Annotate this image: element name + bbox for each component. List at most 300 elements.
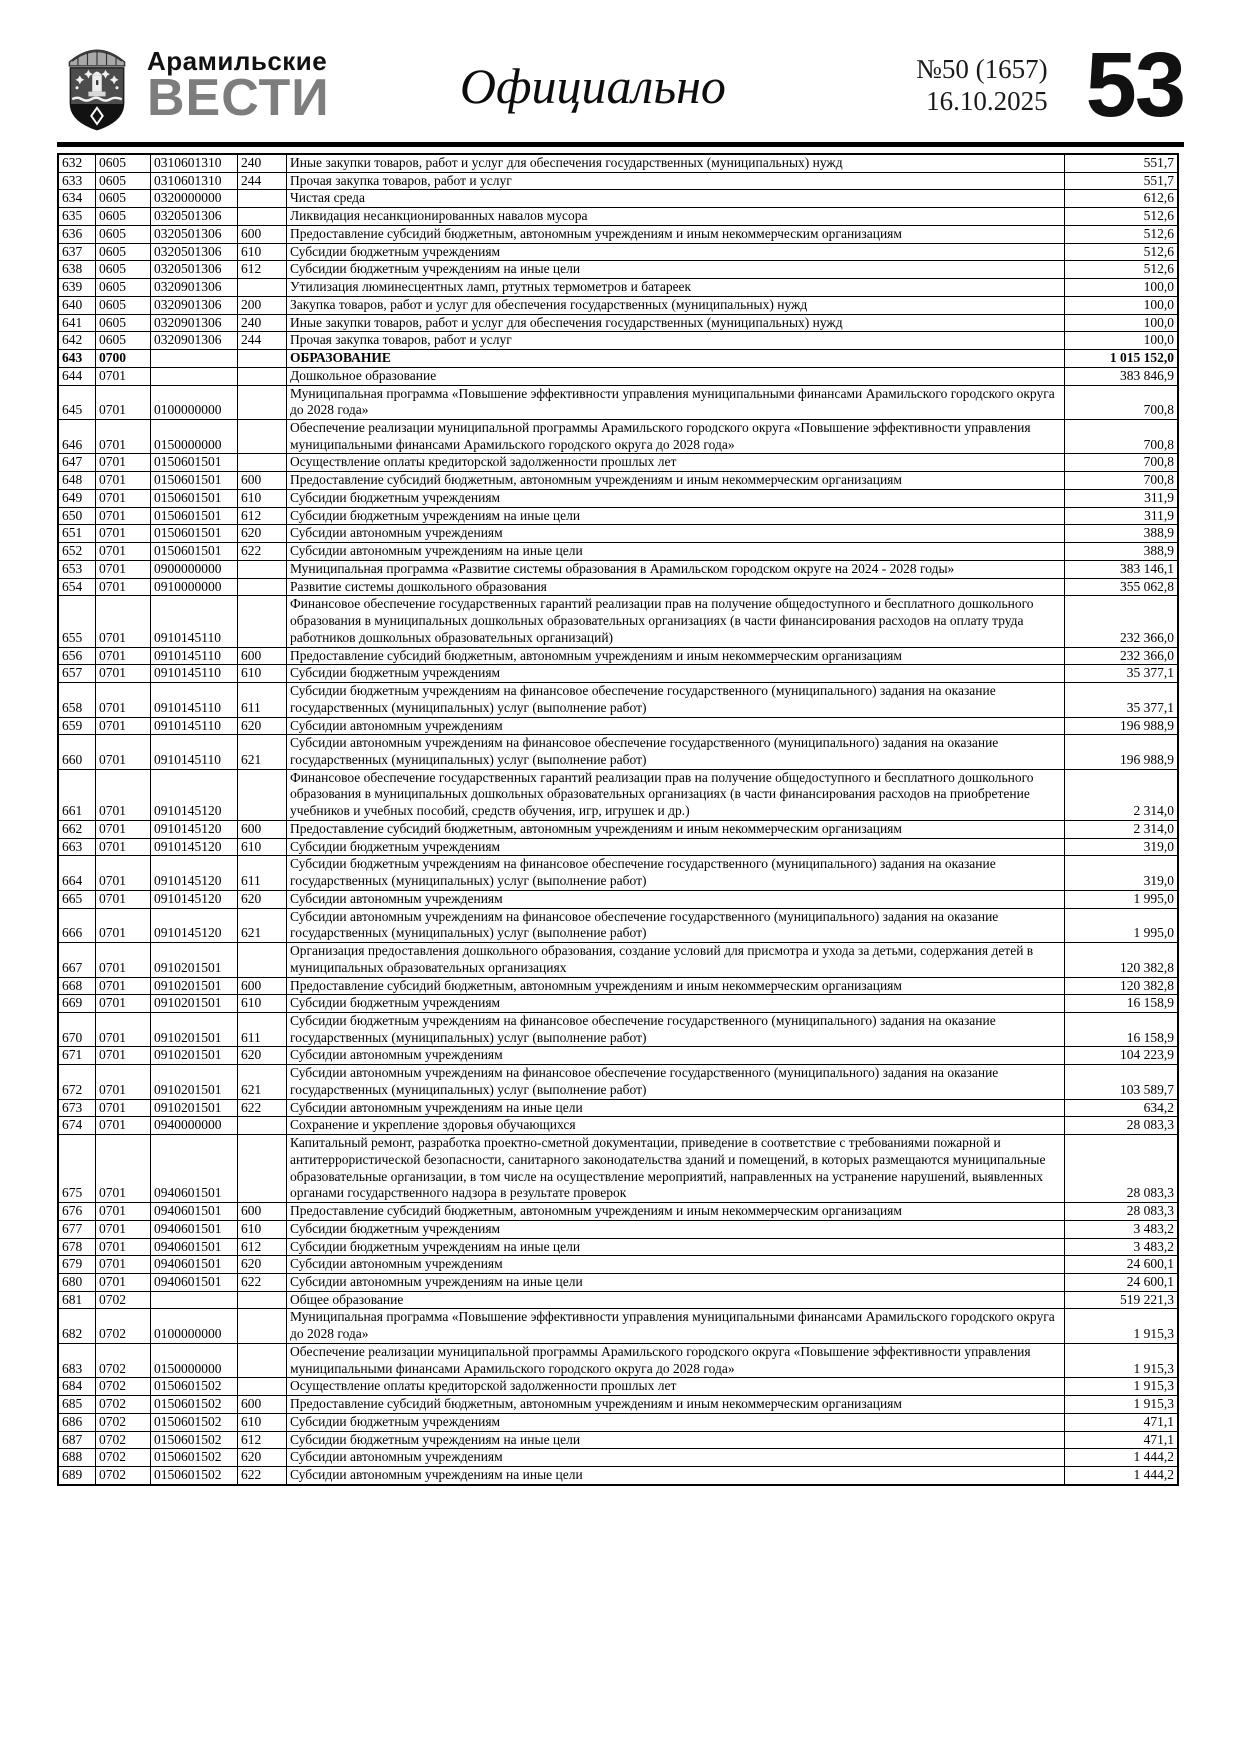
cell-amount: 24 600,1 — [1065, 1274, 1179, 1292]
table-row — [58, 296, 1178, 314]
table-row — [58, 1467, 1178, 1485]
table-row — [58, 943, 1178, 977]
cell-row-number: 651 — [58, 525, 96, 543]
cell-section-code: 0701 — [96, 856, 151, 890]
cell-target-article-code: 0910145110 — [151, 665, 238, 683]
newspaper-name — [147, 46, 330, 127]
cell-section-code: 0701 — [96, 385, 151, 419]
cell-row-number: 680 — [58, 1274, 96, 1292]
cell-expense-name: Развитие системы дошкольного образования — [287, 578, 1065, 596]
cell-target-article-code: 0320501306 — [151, 261, 238, 279]
table-row — [58, 507, 1178, 525]
cell-target-article-code: 0320000000 — [151, 190, 238, 208]
cell-expense-name: Субсидии бюджетным учреждениям — [287, 243, 1065, 261]
cell-expense-type-code: 610 — [238, 1220, 287, 1238]
cell-target-article-code: 0910201501 — [151, 1099, 238, 1117]
cell-expense-type-code: 600 — [238, 820, 287, 838]
cell-expense-name: Обеспечение реализации муниципальной программы Арамильского городского округа «Повышение эффективности управления муниципальными финансами Арамильского городского округа до 2028 года» — [287, 420, 1065, 454]
cell-amount: 388,9 — [1065, 525, 1179, 543]
cell-amount: 634,2 — [1065, 1099, 1179, 1117]
newspaper-name-bottom: ВЕСТИ — [147, 69, 330, 127]
cell-expense-type-code — [238, 943, 287, 977]
cell-target-article-code: 0940601501 — [151, 1238, 238, 1256]
cell-amount: 100,0 — [1065, 332, 1179, 350]
cell-target-article-code: 0910145120 — [151, 820, 238, 838]
cell-amount: 1 915,3 — [1065, 1343, 1179, 1377]
cell-expense-name: Муниципальная программа «Развитие системы образования в Арамильском городском округе на 2024 - 2028 годы» — [287, 560, 1065, 578]
cell-section-code: 0605 — [96, 208, 151, 226]
cell-expense-name: Субсидии автономным учреждениям на финансовое обеспечение государственного (муниципального) задания на оказание государственных (муниципальных) услуг (выполнение работ) — [287, 908, 1065, 942]
cell-target-article-code: 0910145110 — [151, 717, 238, 735]
cell-target-article-code: 0940601501 — [151, 1203, 238, 1221]
cell-expense-type-code — [238, 279, 287, 297]
cell-expense-name: Субсидии бюджетным учреждениям — [287, 1220, 1065, 1238]
cell-expense-type-code: 610 — [238, 838, 287, 856]
cell-expense-name: Осуществление оплаты кредиторской задолженности прошлых лет — [287, 454, 1065, 472]
cell-amount: 700,8 — [1065, 420, 1179, 454]
table-row — [58, 543, 1178, 561]
cell-section-code: 0701 — [96, 1012, 151, 1046]
table-row — [58, 1291, 1178, 1309]
cell-row-number: 641 — [58, 314, 96, 332]
table-row — [58, 1396, 1178, 1414]
cell-row-number: 643 — [58, 350, 96, 368]
table-row — [58, 769, 1178, 820]
table-row — [58, 279, 1178, 297]
cell-expense-type-code — [238, 596, 287, 647]
cell-amount: 120 382,8 — [1065, 943, 1179, 977]
cell-expense-type-code: 621 — [238, 1065, 287, 1099]
cell-section-code: 0701 — [96, 1135, 151, 1203]
cell-target-article-code: 0320501306 — [151, 225, 238, 243]
cell-row-number: 689 — [58, 1467, 96, 1485]
cell-expense-name: Закупка товаров, работ и услуг для обеспечения государственных (муниципальных) нужд — [287, 296, 1065, 314]
cell-amount: 519 221,3 — [1065, 1291, 1179, 1309]
cell-expense-name: Субсидии автономным учреждениям на иные цели — [287, 1467, 1065, 1485]
table-row — [58, 208, 1178, 226]
cell-row-number: 673 — [58, 1099, 96, 1117]
cell-section-code: 0701 — [96, 1047, 151, 1065]
issue-block — [916, 54, 1048, 118]
cell-expense-name: Субсидии бюджетным учреждениям — [287, 838, 1065, 856]
table-row — [58, 596, 1178, 647]
cell-row-number: 685 — [58, 1396, 96, 1414]
table-row — [58, 856, 1178, 890]
table-row — [58, 683, 1178, 717]
cell-section-code: 0702 — [96, 1396, 151, 1414]
table-row — [58, 420, 1178, 454]
cell-section-code: 0701 — [96, 525, 151, 543]
cell-row-number: 663 — [58, 838, 96, 856]
table-row — [58, 838, 1178, 856]
cell-amount: 700,8 — [1065, 385, 1179, 419]
cell-amount: 1 015 152,0 — [1065, 350, 1179, 368]
cell-expense-type-code: 600 — [238, 647, 287, 665]
cell-expense-type-code: 621 — [238, 908, 287, 942]
cell-expense-type-code: 622 — [238, 543, 287, 561]
cell-row-number: 635 — [58, 208, 96, 226]
cell-expense-type-code: 240 — [238, 314, 287, 332]
table-row — [58, 225, 1178, 243]
cell-expense-name: Субсидии бюджетным учреждениям — [287, 995, 1065, 1013]
cell-amount: 471,1 — [1065, 1413, 1179, 1431]
cell-expense-type-code: 620 — [238, 1256, 287, 1274]
cell-section-code: 0702 — [96, 1291, 151, 1309]
cell-amount: 355 062,8 — [1065, 578, 1179, 596]
table-row — [58, 890, 1178, 908]
cell-amount: 383 146,1 — [1065, 560, 1179, 578]
cell-amount: 1 444,2 — [1065, 1467, 1179, 1485]
cell-section-code: 0701 — [96, 560, 151, 578]
cell-amount: 471,1 — [1065, 1431, 1179, 1449]
table-row — [58, 1413, 1178, 1431]
cell-expense-name: Чистая среда — [287, 190, 1065, 208]
cell-section-code: 0701 — [96, 908, 151, 942]
cell-section-code: 0702 — [96, 1413, 151, 1431]
cell-amount: 16 158,9 — [1065, 995, 1179, 1013]
table-row — [58, 190, 1178, 208]
cell-expense-type-code: 240 — [238, 154, 287, 172]
cell-row-number: 666 — [58, 908, 96, 942]
table-row — [58, 1256, 1178, 1274]
cell-expense-type-code: 600 — [238, 225, 287, 243]
table-row — [58, 820, 1178, 838]
cell-expense-name: Предоставление субсидий бюджетным, автономным учреждениям и иным некоммерческим организациям — [287, 977, 1065, 995]
cell-amount: 24 600,1 — [1065, 1256, 1179, 1274]
cell-section-code: 0701 — [96, 543, 151, 561]
cell-row-number: 683 — [58, 1343, 96, 1377]
cell-target-article-code: 0910201501 — [151, 995, 238, 1013]
cell-target-article-code: 0910145110 — [151, 596, 238, 647]
cell-section-code: 0701 — [96, 1099, 151, 1117]
cell-amount: 232 366,0 — [1065, 647, 1179, 665]
cell-target-article-code: 0910145110 — [151, 683, 238, 717]
cell-section-code: 0605 — [96, 190, 151, 208]
table-row — [58, 1047, 1178, 1065]
cell-expense-name: Субсидии автономным учреждениям — [287, 890, 1065, 908]
cell-amount: 120 382,8 — [1065, 977, 1179, 995]
cell-target-article-code: 0150601501 — [151, 454, 238, 472]
cell-amount: 1 915,3 — [1065, 1378, 1179, 1396]
cell-section-code: 0605 — [96, 225, 151, 243]
cell-target-article-code: 0150000000 — [151, 420, 238, 454]
cell-expense-type-code: 620 — [238, 890, 287, 908]
table-row — [58, 525, 1178, 543]
cell-amount: 100,0 — [1065, 279, 1179, 297]
cell-row-number: 655 — [58, 596, 96, 647]
cell-section-code: 0701 — [96, 820, 151, 838]
cell-target-article-code: 0910201501 — [151, 977, 238, 995]
cell-expense-type-code: 610 — [238, 665, 287, 683]
cell-row-number: 642 — [58, 332, 96, 350]
cell-section-code: 0605 — [96, 314, 151, 332]
cell-target-article-code: 0150601502 — [151, 1449, 238, 1467]
cell-section-code: 0701 — [96, 489, 151, 507]
cell-row-number: 632 — [58, 154, 96, 172]
table-row — [58, 995, 1178, 1013]
cell-expense-name: Муниципальная программа «Повышение эффективности управления муниципальными финансами Арамильского городского округа до 2028 года» — [287, 385, 1065, 419]
cell-section-code: 0701 — [96, 1117, 151, 1135]
cell-target-article-code: 0940000000 — [151, 1117, 238, 1135]
cell-target-article-code: 0910145120 — [151, 908, 238, 942]
cell-expense-type-code: 611 — [238, 856, 287, 890]
cell-expense-name: Ликвидация несанкционированных навалов мусора — [287, 208, 1065, 226]
cell-target-article-code: 0100000000 — [151, 385, 238, 419]
cell-row-number: 637 — [58, 243, 96, 261]
cell-amount: 1 995,0 — [1065, 908, 1179, 942]
table-row — [58, 1203, 1178, 1221]
cell-target-article-code: 0910145110 — [151, 735, 238, 769]
cell-target-article-code: 0910000000 — [151, 578, 238, 596]
cell-expense-name: Предоставление субсидий бюджетным, автономным учреждениям и иным некоммерческим организациям — [287, 1203, 1065, 1221]
cell-row-number: 682 — [58, 1309, 96, 1343]
cell-row-number: 669 — [58, 995, 96, 1013]
cell-amount: 319,0 — [1065, 856, 1179, 890]
table-row — [58, 1065, 1178, 1099]
cell-row-number: 656 — [58, 647, 96, 665]
cell-amount: 311,9 — [1065, 507, 1179, 525]
cell-expense-name: Субсидии автономным учреждениям на финансовое обеспечение государственного (муниципального) задания на оказание государственных (муниципальных) услуг (выполнение работ) — [287, 735, 1065, 769]
cell-amount: 1 444,2 — [1065, 1449, 1179, 1467]
cell-target-article-code: 0150601502 — [151, 1467, 238, 1485]
cell-target-article-code: 0940601501 — [151, 1220, 238, 1238]
cell-expense-name: Субсидии автономным учреждениям — [287, 1047, 1065, 1065]
cell-row-number: 634 — [58, 190, 96, 208]
cell-row-number: 661 — [58, 769, 96, 820]
cell-row-number: 667 — [58, 943, 96, 977]
cell-amount: 2 314,0 — [1065, 820, 1179, 838]
cell-amount: 1 915,3 — [1065, 1309, 1179, 1343]
cell-section-code: 0701 — [96, 665, 151, 683]
cell-expense-type-code: 622 — [238, 1274, 287, 1292]
cell-target-article-code: 0310601310 — [151, 154, 238, 172]
cell-section-code: 0605 — [96, 154, 151, 172]
cell-amount: 512,6 — [1065, 243, 1179, 261]
header-divider — [57, 142, 1184, 147]
cell-section-code: 0701 — [96, 1203, 151, 1221]
issue-number: №50 (1657) — [916, 54, 1048, 85]
newspaper-logo — [57, 36, 330, 137]
cell-expense-name: Предоставление субсидий бюджетным, автономным учреждениям и иным некоммерческим организациям — [287, 472, 1065, 490]
section-title: Официально — [459, 58, 726, 114]
cell-expense-name: Дошкольное образование — [287, 367, 1065, 385]
cell-target-article-code: 0150601502 — [151, 1413, 238, 1431]
cell-section-code: 0701 — [96, 1065, 151, 1099]
cell-amount: 388,9 — [1065, 543, 1179, 561]
cell-row-number: 633 — [58, 172, 96, 190]
cell-row-number: 665 — [58, 890, 96, 908]
cell-row-number: 687 — [58, 1431, 96, 1449]
cell-expense-type-code: 612 — [238, 1431, 287, 1449]
cell-expense-type-code: 620 — [238, 1047, 287, 1065]
cell-amount: 551,7 — [1065, 154, 1179, 172]
cell-expense-type-code: 620 — [238, 525, 287, 543]
cell-expense-name: Сохранение и укрепление здоровья обучающихся — [287, 1117, 1065, 1135]
cell-expense-name: Прочая закупка товаров, работ и услуг — [287, 332, 1065, 350]
table-row — [58, 332, 1178, 350]
cell-expense-type-code — [238, 350, 287, 368]
cell-target-article-code: 0320901306 — [151, 279, 238, 297]
cell-amount: 28 083,3 — [1065, 1117, 1179, 1135]
cell-expense-name: Обеспечение реализации муниципальной программы Арамильского городского округа «Повышение эффективности управления муниципальными финансами Арамильского городского округа до 2028 года» — [287, 1343, 1065, 1377]
cell-row-number: 677 — [58, 1220, 96, 1238]
cell-expense-type-code: 612 — [238, 1238, 287, 1256]
cell-row-number: 679 — [58, 1256, 96, 1274]
table-row — [58, 977, 1178, 995]
budget-table-body — [58, 154, 1178, 1485]
table-row — [58, 454, 1178, 472]
cell-expense-name: Предоставление субсидий бюджетным, автономным учреждениям и иным некоммерческим организациям — [287, 820, 1065, 838]
cell-amount: 16 158,9 — [1065, 1012, 1179, 1046]
cell-section-code: 0605 — [96, 296, 151, 314]
cell-expense-type-code: 600 — [238, 977, 287, 995]
cell-target-article-code: 0150000000 — [151, 1343, 238, 1377]
cell-target-article-code: 0320501306 — [151, 243, 238, 261]
cell-expense-type-code: 622 — [238, 1099, 287, 1117]
cell-expense-name: Субсидии бюджетным учреждениям — [287, 489, 1065, 507]
cell-amount: 100,0 — [1065, 314, 1179, 332]
table-row — [58, 489, 1178, 507]
cell-target-article-code: 0910145110 — [151, 647, 238, 665]
cell-expense-type-code: 621 — [238, 735, 287, 769]
table-row — [58, 1135, 1178, 1203]
cell-row-number: 684 — [58, 1378, 96, 1396]
cell-row-number: 670 — [58, 1012, 96, 1046]
table-row — [58, 665, 1178, 683]
table-row — [58, 1220, 1178, 1238]
cell-section-code: 0701 — [96, 1238, 151, 1256]
cell-section-code: 0701 — [96, 769, 151, 820]
cell-row-number: 688 — [58, 1449, 96, 1467]
cell-expense-type-code — [238, 1291, 287, 1309]
table-row — [58, 1117, 1178, 1135]
cell-expense-name: Субсидии автономным учреждениям на иные цели — [287, 543, 1065, 561]
cell-expense-type-code — [238, 1309, 287, 1343]
cell-expense-name: Муниципальная программа «Повышение эффективности управления муниципальными финансами Арамильского городского округа до 2028 года» — [287, 1309, 1065, 1343]
cell-amount: 311,9 — [1065, 489, 1179, 507]
cell-expense-name: Субсидии бюджетным учреждениям на финансовое обеспечение государственного (муниципального) задания на оказание государственных (муниципальных) услуг (выполнение работ) — [287, 1012, 1065, 1046]
cell-amount: 28 083,3 — [1065, 1135, 1179, 1203]
cell-expense-type-code: 610 — [238, 243, 287, 261]
table-row — [58, 350, 1178, 368]
cell-expense-type-code — [238, 1343, 287, 1377]
cell-expense-type-code: 600 — [238, 1203, 287, 1221]
newspaper-name-top: Арамильские — [147, 46, 328, 76]
cell-row-number: 644 — [58, 367, 96, 385]
cell-amount: 3 483,2 — [1065, 1220, 1179, 1238]
cell-expense-name: Субсидии автономным учреждениям — [287, 717, 1065, 735]
cell-expense-type-code — [238, 1117, 287, 1135]
cell-amount: 700,8 — [1065, 472, 1179, 490]
cell-target-article-code: 0150601502 — [151, 1378, 238, 1396]
cell-expense-type-code: 244 — [238, 172, 287, 190]
cell-amount: 612,6 — [1065, 190, 1179, 208]
cell-expense-name: Субсидии бюджетным учреждениям на финансовое обеспечение государственного (муниципального) задания на оказание государственных (муниципальных) услуг (выполнение работ) — [287, 683, 1065, 717]
table-row — [58, 314, 1178, 332]
cell-target-article-code: 0940601501 — [151, 1256, 238, 1274]
cell-expense-name: Капитальный ремонт, разработка проектно-сметной документации, приведение в соответствие с требованиями пожарной и антитеррористической безопасности, санитарного законодательства зданий и помещений, в которых размещаются муниципальные образовательные организации, в том числе на осуществление мероприятий, направленных на устранение нарушений, выявленных органами государственного надзора в результате проверок — [287, 1135, 1065, 1203]
cell-expense-type-code: 600 — [238, 1396, 287, 1414]
cell-row-number: 668 — [58, 977, 96, 995]
cell-section-code: 0701 — [96, 890, 151, 908]
cell-expense-type-code: 610 — [238, 489, 287, 507]
cell-expense-name: Предоставление субсидий бюджетным, автономным учреждениям и иным некоммерческим организациям — [287, 225, 1065, 243]
cell-section-code: 0701 — [96, 367, 151, 385]
cell-expense-type-code: 620 — [238, 717, 287, 735]
budget-table — [57, 153, 1179, 1486]
cell-row-number: 653 — [58, 560, 96, 578]
cell-expense-type-code — [238, 367, 287, 385]
cell-expense-type-code — [238, 1135, 287, 1203]
cell-section-code: 0701 — [96, 1274, 151, 1292]
cell-expense-name: Субсидии бюджетным учреждениям — [287, 1413, 1065, 1431]
cell-expense-name: Субсидии бюджетным учреждениям на иные цели — [287, 507, 1065, 525]
cell-section-code: 0702 — [96, 1467, 151, 1485]
table-row — [58, 1012, 1178, 1046]
cell-expense-type-code: 622 — [238, 1467, 287, 1485]
masthead — [57, 36, 1184, 136]
cell-target-article-code: 0100000000 — [151, 1309, 238, 1343]
cell-expense-name: Субсидии автономным учреждениям — [287, 525, 1065, 543]
cell-expense-name: Субсидии бюджетным учреждениям на финансовое обеспечение государственного (муниципального) задания на оказание государственных (муниципальных) услуг (выполнение работ) — [287, 856, 1065, 890]
cell-row-number: 647 — [58, 454, 96, 472]
cell-expense-name: Субсидии автономным учреждениям на иные цели — [287, 1099, 1065, 1117]
cell-section-code: 0701 — [96, 596, 151, 647]
cell-expense-name: Субсидии бюджетным учреждениям на иные цели — [287, 1431, 1065, 1449]
cell-expense-name: Финансовое обеспечение государственных гарантий реализации прав на получение общедоступного и бесплатного дошкольного образования в муниципальных дошкольных образовательных организациях (в части финансирования расходов на оплату труда работников дошкольных образовательных организаций) — [287, 596, 1065, 647]
cell-target-article-code: 0150601502 — [151, 1396, 238, 1414]
cell-row-number: 639 — [58, 279, 96, 297]
cell-section-code: 0605 — [96, 261, 151, 279]
cell-amount: 35 377,1 — [1065, 683, 1179, 717]
cell-row-number: 671 — [58, 1047, 96, 1065]
cell-row-number: 648 — [58, 472, 96, 490]
cell-expense-type-code: 611 — [238, 1012, 287, 1046]
cell-target-article-code: 0150601501 — [151, 507, 238, 525]
table-row — [58, 367, 1178, 385]
cell-expense-name: Предоставление субсидий бюджетным, автономным учреждениям и иным некоммерческим организациям — [287, 1396, 1065, 1414]
cell-row-number: 638 — [58, 261, 96, 279]
table-row — [58, 1343, 1178, 1377]
cell-expense-type-code — [238, 208, 287, 226]
cell-expense-type-code: 611 — [238, 683, 287, 717]
cell-expense-name: Утилизация люминесцентных ламп, ртутных термометров и батареек — [287, 279, 1065, 297]
cell-expense-type-code: 244 — [238, 332, 287, 350]
cell-row-number: 678 — [58, 1238, 96, 1256]
issue-date: 16.10.2025 — [926, 86, 1048, 116]
cell-section-code: 0701 — [96, 1220, 151, 1238]
cell-expense-type-code: 620 — [238, 1449, 287, 1467]
cell-amount: 232 366,0 — [1065, 596, 1179, 647]
cell-expense-type-code: 612 — [238, 507, 287, 525]
cell-amount: 551,7 — [1065, 172, 1179, 190]
cell-expense-type-code — [238, 454, 287, 472]
cell-amount: 383 846,9 — [1065, 367, 1179, 385]
cell-row-number: 659 — [58, 717, 96, 735]
table-row — [58, 1274, 1178, 1292]
table-row — [58, 1431, 1178, 1449]
cell-amount: 196 988,9 — [1065, 735, 1179, 769]
table-row — [58, 385, 1178, 419]
cell-row-number: 640 — [58, 296, 96, 314]
cell-row-number: 645 — [58, 385, 96, 419]
table-row — [58, 735, 1178, 769]
cell-target-article-code — [151, 350, 238, 368]
cell-target-article-code: 0940601501 — [151, 1274, 238, 1292]
cell-section-code: 0701 — [96, 683, 151, 717]
cell-target-article-code: 0900000000 — [151, 560, 238, 578]
cell-expense-name: Субсидии автономным учреждениям на финансовое обеспечение государственного (муниципального) задания на оказание государственных (муниципальных) услуг (выполнение работ) — [287, 1065, 1065, 1099]
